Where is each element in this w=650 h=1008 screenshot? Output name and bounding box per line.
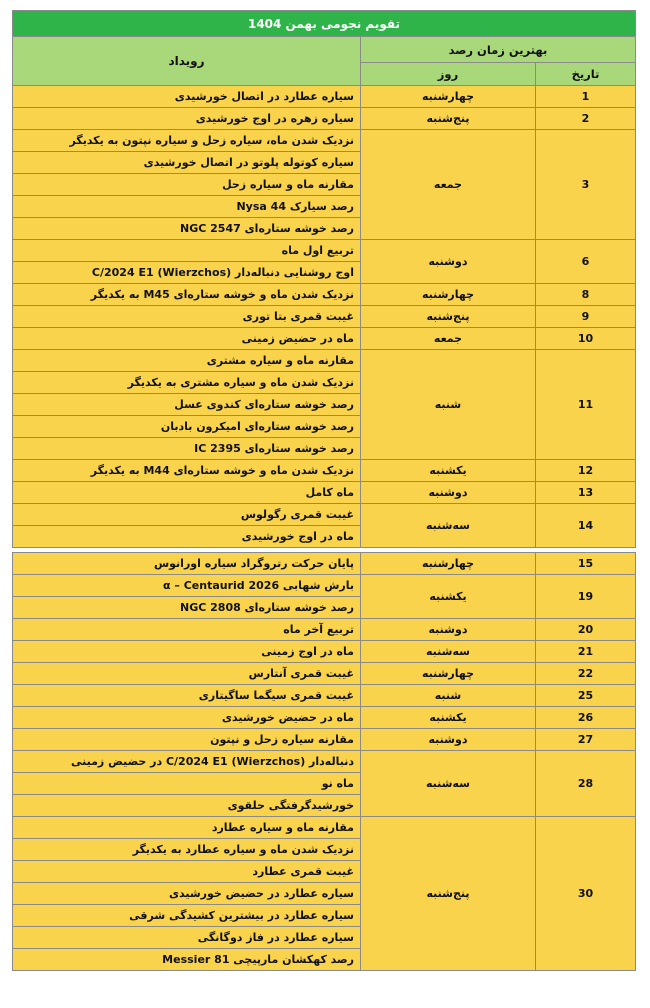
event-cell: ماه در حضیض خورشیدی <box>13 707 361 729</box>
day-cell: چهارشنبه <box>361 553 536 575</box>
day-cell: یکشنبه <box>361 707 536 729</box>
date-header: تاریخ <box>536 63 636 86</box>
table-row <box>13 328 636 350</box>
event-cell: رصد خوشه ستاره‌ای NGC 2547 <box>13 218 361 240</box>
day-cell: سه‌شنبه <box>361 751 536 817</box>
date-cell: 20 <box>536 619 636 641</box>
day-cell: پنج‌شنبه <box>361 817 536 971</box>
event-cell: ماه کامل <box>13 482 361 504</box>
table-row <box>13 482 636 504</box>
table-row <box>13 575 636 597</box>
table-row <box>13 751 636 773</box>
date-cell: 26 <box>536 707 636 729</box>
table-row <box>13 663 636 685</box>
event-cell: سیاره عطارد در بیشترین کشیدگی شرقی <box>13 905 361 927</box>
event-cell: مقارنه ماه و سیاره مشتری <box>13 350 361 372</box>
event-cell: سیاره عطارد در فاز دوگانگی <box>13 927 361 949</box>
best-time-header: بهترین زمان رصد <box>361 37 636 63</box>
event-cell: غیبت قمری سیگما ساگیتاری <box>13 685 361 707</box>
event-cell: تربیع اول ماه <box>13 240 361 262</box>
event-cell: رصد خوشه ستاره‌ای IC 2395 <box>13 438 361 460</box>
event-cell: رصد کهکشان مارپیچی Messier 81 <box>13 949 361 971</box>
date-cell: 10 <box>536 328 636 350</box>
event-cell: اوج روشنایی دنباله‌دار (Wierzchos) C/2024 E1 <box>13 262 361 284</box>
event-cell: نزدیک شدن ماه و سیاره عطارد به یکدیگر <box>13 839 361 861</box>
event-cell: سیاره کوتوله پلوتو در اتصال خورشیدی <box>13 152 361 174</box>
event-cell: ماه در حضیض زمینی <box>13 328 361 350</box>
event-cell: رصد خوشه ستاره‌ای کندوی عسل <box>13 394 361 416</box>
date-cell: 8 <box>536 284 636 306</box>
event-cell: ماه در اوج خورشیدی <box>13 526 361 548</box>
table-row <box>13 553 636 575</box>
date-cell: 9 <box>536 306 636 328</box>
event-cell: نزدیک شدن ماه، سیاره زحل و سیاره نپتون به یکدیگر <box>13 130 361 152</box>
date-cell: 12 <box>536 460 636 482</box>
table-row <box>13 817 636 839</box>
day-cell: دوشنبه <box>361 729 536 751</box>
day-cell: سه‌شنبه <box>361 504 536 548</box>
event-cell: بارش شهابی α – Centaurid 2026 <box>13 575 361 597</box>
calendar-rows <box>13 86 636 971</box>
day-cell: دوشنبه <box>361 619 536 641</box>
calendar-container <box>12 10 635 971</box>
event-cell: نزدیک شدن ماه و خوشه ستاره‌ای M44 به یکدیگر <box>13 460 361 482</box>
event-cell: سیاره زهره در اوج خورشیدی <box>13 108 361 130</box>
day-cell: پنج‌شنبه <box>361 108 536 130</box>
event-cell: غیبت قمری عطارد <box>13 861 361 883</box>
table-row <box>13 86 636 108</box>
event-cell: غیبت قمری رگولوس <box>13 504 361 526</box>
day-cell: چهارشنبه <box>361 86 536 108</box>
date-cell: 30 <box>536 817 636 971</box>
table-row <box>13 130 636 152</box>
event-cell: ماه در اوج زمینی <box>13 641 361 663</box>
event-cell: تربیع آخر ماه <box>13 619 361 641</box>
event-cell: نزدیک شدن ماه و سیاره مشتری به یکدیگر <box>13 372 361 394</box>
date-cell: 13 <box>536 482 636 504</box>
event-cell: نزدیک شدن ماه و خوشه ستاره‌ای M45 به یکدیگر <box>13 284 361 306</box>
date-cell: 22 <box>536 663 636 685</box>
date-cell: 15 <box>536 553 636 575</box>
event-cell: پایان حرکت رتروگراد سیاره اورانوس <box>13 553 361 575</box>
day-cell: چهارشنبه <box>361 663 536 685</box>
event-cell: رصد خوشه ستاره‌ای NGC 2808 <box>13 597 361 619</box>
date-cell: 2 <box>536 108 636 130</box>
event-cell: رصد خوشه ستاره‌ای امیکرون بادبان <box>13 416 361 438</box>
table-row <box>13 707 636 729</box>
date-cell: 1 <box>536 86 636 108</box>
day-header: روز <box>361 63 536 86</box>
table-row <box>13 240 636 262</box>
event-header: رویداد <box>13 37 361 86</box>
day-cell: یکشنبه <box>361 575 536 619</box>
event-cell: مقارنه ماه و سیاره زحل <box>13 174 361 196</box>
day-cell: شنبه <box>361 350 536 460</box>
table-row <box>13 504 636 526</box>
day-cell: سه‌شنبه <box>361 641 536 663</box>
event-cell: غیبت قمری بتا توری <box>13 306 361 328</box>
table-row <box>13 641 636 663</box>
day-cell: شنبه <box>361 685 536 707</box>
event-cell: ماه نو <box>13 773 361 795</box>
date-cell: 21 <box>536 641 636 663</box>
event-cell: غیبت قمری آنتارس <box>13 663 361 685</box>
date-cell: 27 <box>536 729 636 751</box>
event-cell: دنباله‌دار (Wierzchos) C/2024 E1 در حضیض زمینی <box>13 751 361 773</box>
table-row <box>13 284 636 306</box>
event-cell: خورشیدگرفتگی حلقوی <box>13 795 361 817</box>
day-cell: چهارشنبه <box>361 284 536 306</box>
astronomy-calendar-table <box>12 10 636 971</box>
table-row <box>13 619 636 641</box>
day-cell: جمعه <box>361 328 536 350</box>
date-cell: 28 <box>536 751 636 817</box>
date-cell: 11 <box>536 350 636 460</box>
table-row <box>13 306 636 328</box>
event-cell: سیاره عطارد در اتصال خورشیدی <box>13 86 361 108</box>
table-row <box>13 108 636 130</box>
table-row <box>13 350 636 372</box>
date-cell: 25 <box>536 685 636 707</box>
date-cell: 6 <box>536 240 636 284</box>
day-cell: جمعه <box>361 130 536 240</box>
day-cell: دوشنبه <box>361 482 536 504</box>
event-cell: مقارنه سیاره زحل و نپتون <box>13 729 361 751</box>
table-row <box>13 729 636 751</box>
table-title: تقویم نجومی بهمن 1404 <box>13 11 636 37</box>
day-cell: پنج‌شنبه <box>361 306 536 328</box>
table-row <box>13 685 636 707</box>
date-cell: 14 <box>536 504 636 548</box>
event-cell: مقارنه ماه و سیاره عطارد <box>13 817 361 839</box>
date-cell: 3 <box>536 130 636 240</box>
day-cell: دوشنبه <box>361 240 536 284</box>
day-cell: یکشنبه <box>361 460 536 482</box>
date-cell: 19 <box>536 575 636 619</box>
table-row <box>13 460 636 482</box>
event-cell: رصد سیارک 44 Nysa <box>13 196 361 218</box>
event-cell: سیاره عطارد در حضیض خورشیدی <box>13 883 361 905</box>
